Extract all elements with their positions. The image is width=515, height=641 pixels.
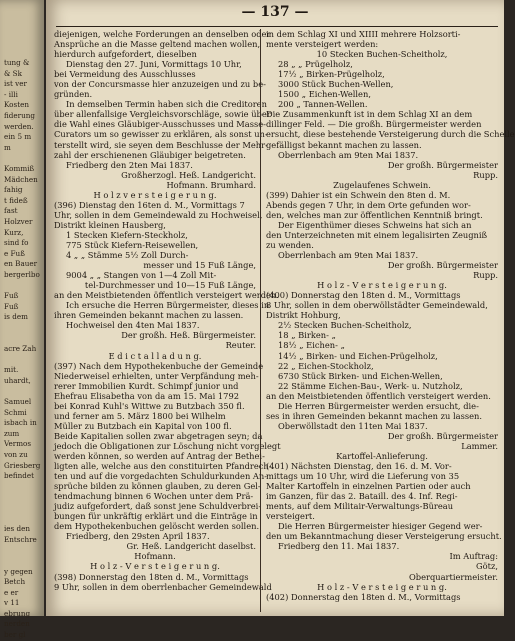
margin-line: mit. <box>4 365 19 375</box>
text-line: Niederweisel erhielten, unter Verpfändung meh- <box>54 370 259 381</box>
text-line: 9004 „ „ Stangen von 1—4 Zoll Mit- <box>66 270 217 281</box>
margin-line: Griesberg <box>4 460 41 470</box>
text-line: Gr. Heß. Landgericht daselbst. <box>126 541 256 552</box>
text-line: Friedberg, den 29sten April 1837. <box>66 531 210 542</box>
text-line: (400) Donnerstag den 18ten d. M., Vormittags <box>266 290 461 301</box>
margin-line: Vermos <box>4 439 32 449</box>
margin-line: Mädchen <box>4 174 38 184</box>
text-line: terstellt wird, sie seyen dem Beschlusse der Mehr- <box>54 139 268 150</box>
margin-line: acre Zah <box>4 344 37 354</box>
text-line: bei Vermeidung des Ausschlusses <box>54 69 196 80</box>
text-line: gründen. <box>54 89 93 100</box>
text-line: (399) Dahier ist ein Schwein den 8ten d. M. <box>266 189 451 200</box>
text-line: gefälligst bekannt machen zu lassen. <box>266 139 422 150</box>
text-line: Friedberg den 2ten Mai 1837. <box>66 159 193 170</box>
text-line: 17½ „ Birken-Prügelholz, <box>278 69 385 80</box>
margin-line: Entschre <box>4 534 37 544</box>
margin-line <box>4 556 44 567</box>
right-column <box>266 29 515 602</box>
margin-line <box>4 386 44 397</box>
left-column <box>54 29 281 592</box>
text-line: Ehefrau Elisabetha von da am 15. Mai 1792 <box>54 390 240 401</box>
text-line: Oberrlenbach am 9ten Mai 1837. <box>278 250 419 261</box>
text-line: 6730 Stück Birken- und Eichen-Wellen, <box>278 370 443 381</box>
margin-line: e er <box>4 587 19 597</box>
text-line: ersucht, diese bestehende Versteigerung durch die Schelle <box>266 129 515 140</box>
text-line: Der großh. Bürgermeister <box>387 430 498 441</box>
text-line: an den Meistbietenden öffentlich versteigert werden. <box>266 390 491 401</box>
margin-line: t fideß <box>4 195 28 205</box>
text-line: Rupp. <box>473 270 498 281</box>
margin-line: nerden <box>4 619 30 629</box>
margin-line <box>4 333 44 344</box>
text-line: H o l z - V e r s t e i g e r u n g. <box>90 561 220 572</box>
margin-line <box>4 153 44 164</box>
text-line: Friedberg den 11. Mai 1837. <box>278 541 400 552</box>
text-line: den um Bekanntmachung dieser Versteigerung ersucht. <box>266 531 502 542</box>
text-line: 18½ „ Eichen- „ <box>278 340 345 351</box>
text-line: (398) Donnerstag den 18ten d. M., Vormittags <box>54 571 249 582</box>
text-line: 3000 Stück Buchen-Wellen, <box>278 79 394 90</box>
margin-line: y gegen <box>4 566 33 576</box>
text-line: Distrikt Hohburg, <box>266 310 341 321</box>
text-line: Ansprüche an die Masse geltend machen wollen, <box>54 39 261 50</box>
text-line: Der Eigenthümer dieses Schweins hat sich an <box>278 219 472 230</box>
text-line: dillinger Feld. — Die großh. Bürgermeister werden <box>266 119 482 130</box>
text-line: H o l z - V e r s t e i g e r u n g. <box>317 581 447 592</box>
text-line: 18 „ Birken- „ <box>278 330 336 341</box>
margin-line <box>4 280 44 291</box>
margin-line: Holzver <box>4 216 33 226</box>
text-line: (401) Nächsten Dienstag, den 16. d. M. Vor- <box>266 461 452 472</box>
text-line: Curators um so gewisser zu erklären, als sonst un- <box>54 129 268 140</box>
margin-line <box>4 482 44 493</box>
text-line: 10 Stecken Buchen-Scheitholz, <box>316 49 448 60</box>
margin-line <box>4 492 44 503</box>
text-line: jedoch die Obligationen zur Löschung nicht vorgelegt <box>54 440 281 451</box>
text-line: und ferner am 5. März 1800 bei Wilhelm <box>54 410 226 421</box>
margin-line: ein 5 m <box>4 132 32 142</box>
margin-line: isbach in <box>4 418 37 428</box>
text-line: H o l z - V e r s t e i g e r u n g. <box>317 280 447 291</box>
margin-line: uhardt, <box>4 375 31 385</box>
text-line: Oberwöllstadt den 11ten Mai 1837. <box>278 420 428 431</box>
text-line: ments, auf dem Militair-Verwaltungs-Büreau <box>266 501 454 512</box>
margin-line: sind fo <box>4 238 29 248</box>
text-line: Hofmann. Brumhard. <box>166 179 256 190</box>
text-line: den, welches man zur öffentlichen Kenntniß bringt. <box>266 209 483 220</box>
text-line: Dienstag den 27. Juni, Vormittags 10 Uhr, <box>66 59 242 70</box>
margin-line: zum <box>4 428 20 438</box>
text-line: Die Zusammenkunft ist in dem Schlag XI an dem <box>266 109 473 120</box>
text-line: mittags um 10 Uhr, wird die Lieferung von 35 <box>266 471 460 482</box>
text-line: Kartoffel-Anlieferung. <box>336 450 428 461</box>
text-line: Zugelaufenes Schwein. <box>333 179 431 190</box>
adjacent-page-text <box>0 0 44 641</box>
text-line: 28 „ „ Prügelholz, <box>278 59 353 70</box>
margin-line: Kommiß <box>4 163 35 173</box>
margin-line: Kurz, <box>4 227 24 237</box>
margin-line <box>4 545 44 556</box>
text-line: 2½ Stecken Buchen-Scheitholz, <box>278 320 412 331</box>
margin-line: e Fuß <box>4 248 25 258</box>
margin-line: - illi <box>4 89 18 99</box>
text-line: 22 Stämme Eichen-Bau-, Werk- u. Nutzholz, <box>278 380 463 391</box>
text-line: sprüche bilden zu können glauben, zu deren Gel- <box>54 481 261 492</box>
margin-line <box>4 503 44 514</box>
text-line: (396) Dienstag den 16ten d. M., Vormittags 7 <box>54 199 245 210</box>
text-line: judiz aufgefordert, daß sonst jene Schuldverbrei- <box>54 501 262 512</box>
text-line: messer und 15 Fuß Länge, <box>143 260 256 271</box>
margin-line: fast <box>4 206 18 216</box>
text-line: diejenigen, welche Forderungen an denselben oder <box>54 29 271 39</box>
text-line: werden können, so werden auf Antrag der Bethei- <box>54 450 265 461</box>
text-line: Malter Kartoffeln in einzelnen Partien oder auch <box>266 481 471 492</box>
text-line: 1500 „ Eichen-Wellen, <box>278 89 371 100</box>
text-line: Rupp. <box>473 169 498 180</box>
text-line: versteigert. <box>266 511 315 522</box>
text-line: Der großh. Heß. Bürgermeister. <box>121 330 256 341</box>
text-line: H o l z v e r s t e i g e r u n g. <box>93 189 217 200</box>
text-line: die Wahl eines Gläubiger-Ausschusses und Masse- <box>54 119 266 130</box>
text-line: tendmachung binnen 6 Wochen unter dem Prä- <box>54 491 254 502</box>
margin-line: befindet <box>4 471 35 481</box>
text-line: Die Herren Bürgermeister hiesiger Gegend wer- <box>278 521 483 532</box>
text-line: 22 „ Eichen-Stockholz, <box>278 360 374 371</box>
text-line: bei Konrad Kuhl's Wittwe zu Butzbach 350 fl. <box>54 400 245 411</box>
text-line: (402) Donnerstag den 18ten d. M., Vormittags <box>266 591 461 602</box>
text-line: den Unterzeichneten mit einem legalisirten Zeugniß <box>266 229 488 240</box>
text-line: Beide Kapitalien sollen zwar abgetragen seyn; da <box>54 430 263 441</box>
margin-line: ies den <box>4 524 31 534</box>
text-line: tel-Durchmesser und 10—15 Fuß Länge, <box>84 280 256 291</box>
text-line: Müller zu Butzbach ein Kapital von 100 fl. <box>54 420 232 431</box>
text-line: über allenfallsige Vergleichsvorschläge, sowie über <box>54 109 271 120</box>
margin-line: Betch <box>4 577 26 587</box>
text-line: Distrikt kleinen Hausberg, <box>54 219 166 230</box>
text-line: mente versteigert werden: <box>266 39 379 50</box>
text-line: von der Concursmasse hier anzuzeigen und zu be- <box>54 79 266 90</box>
column-divider <box>260 29 261 612</box>
margin-line: bergerlbo <box>4 269 40 279</box>
margin-line: fahig <box>4 185 23 195</box>
text-line: Reuter. <box>225 340 256 351</box>
margin-line: ber gl <box>4 630 26 640</box>
text-line: ihren Gemeinden bekannt machen zu lassen. <box>54 310 244 321</box>
text-line: (397) Nach dem Hypothekenbuche der Gemeinde <box>54 360 264 371</box>
text-line: ses in ihren Gemeinden bekannt machen zu lassen. <box>266 410 482 421</box>
text-line: zahl der erschienenen Gläubiger beigetreten. <box>54 149 246 160</box>
text-line: Lammer. <box>461 440 498 451</box>
text-line: 1 Stecken Kiefern-Steckholz, <box>66 229 188 240</box>
margin-line: Schmi <box>4 407 27 417</box>
text-line: Hochweisel den 4ten Mai 1837. <box>66 320 200 331</box>
margin-line: werden. <box>4 121 34 131</box>
margin-line <box>4 514 44 525</box>
text-line: Hofmann. <box>134 551 176 562</box>
text-line: Im Auftrag: <box>449 551 498 562</box>
text-line: Großherzogl. Heß. Landgericht. <box>121 169 256 180</box>
text-line: Götz, <box>476 561 498 572</box>
text-line: 4 „ „ Stämme 5½ Zoll Durch- <box>66 250 189 261</box>
margin-line <box>4 355 44 366</box>
margin-line: is dem <box>4 312 28 322</box>
margin-line <box>4 323 44 334</box>
text-line: 14½ „ Birken- und Eichen-Prügelholz, <box>278 350 438 361</box>
text-line: an den Meistbietenden öffentlich versteigert werden. <box>54 290 279 301</box>
text-line: 775 Stück Kiefern-Reisewellen, <box>66 239 199 250</box>
text-line: Die Herren Bürgermeister werden ersucht, die- <box>278 400 479 411</box>
margin-line: tung & <box>4 58 30 67</box>
text-line: hierdurch aufgefordert, dieselben <box>54 49 197 60</box>
text-line: dem Hypothekenbuchen gelöscht werden sollen. <box>54 521 260 532</box>
adjacent-page-edge <box>0 0 44 640</box>
margin-line: m <box>4 142 11 152</box>
text-line: 9 Uhr, sollen in dem oberrlenbacher Gemeindewald <box>54 581 272 592</box>
margin-line: en Bauer <box>4 259 38 269</box>
text-line: in dem Schlag XI und XIIII mehrere Holzsorti- <box>266 29 461 39</box>
margin-line: von zu <box>4 449 28 459</box>
text-line: bungen für unkräftig erklärt und die Einträge in <box>54 511 258 522</box>
text-line: Oberquartiermeister. <box>408 571 498 582</box>
text-line: ten und auf die vorgedachten Schuldurkunden An- <box>54 471 268 482</box>
text-line: In demselben Termin haben sich die Creditoren <box>66 99 267 110</box>
margin-line: ebrung <box>4 608 31 618</box>
text-line: Oberrlenbach am 9ten Mai 1837. <box>278 149 419 160</box>
margin-line: Fuß <box>4 301 19 311</box>
text-line: 8 Uhr, sollen in dem oberwöllstädter Gemeindewald, <box>266 300 488 311</box>
text-line: ligten alle, welche aus den constituirten Pfandrech- <box>54 461 272 472</box>
margin-line: Kosten <box>4 100 29 110</box>
margin-line: Fuß <box>4 291 19 301</box>
text-line: zu wenden. <box>266 239 314 250</box>
margin-line: & Sk <box>4 68 22 78</box>
page-number: — 137 — <box>241 4 309 20</box>
text-line: Ich ersuche die Herren Bürgermeister, dieses in <box>66 300 270 311</box>
margin-line: v 11 <box>4 598 20 608</box>
margin-line: fiderung <box>4 110 35 120</box>
text-line: Abends gegen 7 Uhr, in dem Orte gefunden wor- <box>266 199 471 210</box>
text-line: 200 „ Tannen-Wellen. <box>278 99 368 110</box>
margin-line: Samuel <box>4 397 32 406</box>
text-line: im Ganzen, für das 2. Bataill. des 4. Inf. Regi- <box>266 491 458 502</box>
header-rule <box>56 26 498 27</box>
newspaper-page <box>46 0 515 616</box>
text-line: Der großh. Bürgermeister <box>387 159 498 170</box>
margin-line: ist ver <box>4 79 27 89</box>
text-line: Der großh. Bürgermeister <box>387 260 498 271</box>
text-line: Uhr, sollen in dem Gemeindewald zu Hochweisel, <box>54 209 263 220</box>
text-line: rerer Immobilien Kurdt. Schimpf junior und <box>54 380 239 391</box>
text-line: E d i c t a l l a d u n g. <box>108 350 202 361</box>
